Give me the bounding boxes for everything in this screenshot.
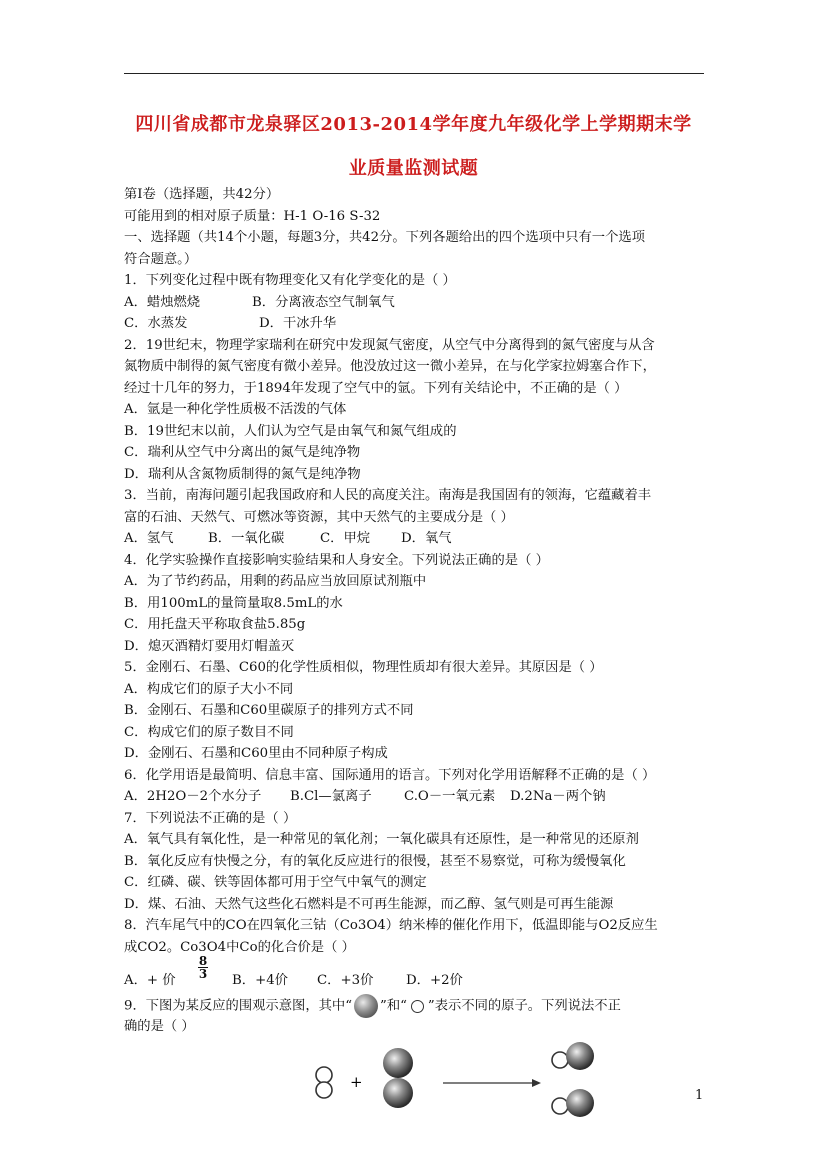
option-text: A．2H2O－2个水分子 xyxy=(124,789,262,804)
header-rule xyxy=(124,73,704,74)
text-line: C．瑞利从空气中分离出的氮气是纯净物 xyxy=(124,445,361,460)
text-line: 1．下列变化过程中既有物理变化又有化学变化的是（ ） xyxy=(124,273,456,288)
exam-body xyxy=(124,184,720,1037)
text-line: D．瑞利从含氮物质制得的氮气是纯净物 xyxy=(124,466,361,482)
option-text: A．氢气 xyxy=(124,531,174,546)
reactant-small-molecule xyxy=(316,1067,332,1098)
fraction-numerator: 8 xyxy=(198,954,208,968)
option-row xyxy=(124,313,720,335)
q8-option-a: A．+ 价 xyxy=(124,973,176,988)
q8-option-c: C．+3价 xyxy=(317,973,374,988)
option-row xyxy=(124,292,720,314)
page-number: 1 xyxy=(695,1088,704,1103)
large-atom-icon xyxy=(354,994,378,1018)
small-atom-icon xyxy=(411,1000,424,1013)
q8-option-b: B．+4价 xyxy=(232,973,288,988)
product-molecule-1 xyxy=(552,1042,594,1070)
page-title-line-2: 业质量监测试题 xyxy=(348,158,479,179)
q9-line-2: 确的是（ ） xyxy=(124,1018,195,1034)
option-text: D．氧气 xyxy=(401,531,452,546)
option-text: C．甲烷 xyxy=(320,531,371,546)
text-line: B．用100mL的量筒量取8.5mL的水 xyxy=(124,595,343,611)
text-line: D．熄灭酒精灯要用灯帽盖灭 xyxy=(124,638,295,654)
text-line: D．煤、石油、天然气这些化石燃料是不可再生能源，而乙醇、氢气则是可再生能源 xyxy=(124,896,614,912)
text-line: D．金刚石、石墨和C60里由不同种原子构成 xyxy=(124,746,388,761)
option-text: B．一氧化碳 xyxy=(208,531,285,546)
text-line: 8．汽车尾气中的CO在四氧化三钴（Co3O4）纳米棒的催化作用下，低温即能与O2反应生 xyxy=(124,918,658,933)
text-line: 一、选择题（共14个小题，每题3分，共42分。下列各题给出的四个选项中只有一个选项 xyxy=(124,230,645,245)
option-text: D.2Na－两个钠 xyxy=(510,789,606,804)
text-line: B．氧化反应有快慢之分，有的氧化反应进行的很慢，甚至不易察觉，可称为缓慢氧化 xyxy=(124,853,626,869)
text-line: A．构成它们的原子大小不同 xyxy=(124,681,294,697)
text-line: C．用托盘天平称取食盐5.85g xyxy=(124,617,306,632)
q8-options xyxy=(124,954,720,992)
option-text: C．水蒸发 xyxy=(124,316,188,331)
q9-text-b: ”和“ xyxy=(380,998,407,1014)
text-line: 成CO2。Co3O4中Co的化合价是（ ） xyxy=(124,939,355,955)
option-row xyxy=(124,786,720,808)
text-line: 可能用到的相对原子质量：H-1 O-16 S-32 xyxy=(124,208,381,224)
text-line: 6．化学用语是最简明、信息丰富、国际通用的语言。下列对化学用语解释不正确的是（ ） xyxy=(124,767,656,783)
text-line: B．19世纪末以前，人们认为空气是由氧气和氮气组成的 xyxy=(124,423,457,439)
text-line: 3．当前，南海问题引起我国政府和人民的高度关注。南海是我国固有的领海，它蕴藏着丰 xyxy=(124,488,652,503)
text-line: 2．19世纪末，物理学家瑞利在研究中发现氮气密度，从空气中分离得到的氮气密度与从含 xyxy=(124,337,655,353)
text-line: 第Ⅰ卷（选择题，共42分） xyxy=(124,187,280,202)
fraction xyxy=(198,955,208,980)
question-lines xyxy=(124,184,720,958)
text-line: 富的石油、天然气、可燃冰等资源，其中天然气的主要成分是（ ） xyxy=(124,509,514,525)
option-text: A．蜡烛燃烧 xyxy=(124,294,201,310)
reaction-diagram xyxy=(300,1040,620,1150)
text-line: A．氧气具有氧化性，是一种常见的氧化剂；一氧化碳具有还原性，是一种常见的还原剂 xyxy=(124,832,639,847)
text-line: 经过十几年的努力，于1894年发现了空气中的氩。下列有关结论中，不正确的是（ ） xyxy=(124,380,628,396)
reactant-large-molecule xyxy=(383,1048,413,1108)
option-row xyxy=(124,528,720,550)
text-line: C．红磷、碳、铁等固体都可用于空气中氧气的测定 xyxy=(124,875,427,890)
text-line: A．氩是一种化学性质极不活泼的气体 xyxy=(124,402,347,417)
text-line: 7．下列说法不正确的是（ ） xyxy=(124,810,297,826)
q9-line-1 xyxy=(124,994,720,1016)
text-line: A．为了节约药品，用剩的药品应当放回原试剂瓶中 xyxy=(124,574,427,589)
q8-option-d: D．+2价 xyxy=(406,973,463,988)
text-line: C．构成它们的原子数目不同 xyxy=(124,724,294,740)
plus-sign: + xyxy=(350,1073,363,1091)
text-line: 符合题意。） xyxy=(124,251,198,267)
text-line: 5．金刚石、石墨、C60的化学性质相似，物理性质却有很大差异。其原因是（ ） xyxy=(124,660,603,675)
option-text: B.Cl—氯离子 xyxy=(290,789,372,804)
option-text: D．干冰升华 xyxy=(259,316,337,331)
option-text: C.O－一氧元素 xyxy=(404,789,496,804)
reaction-arrow xyxy=(443,1079,541,1087)
fraction-denominator: 3 xyxy=(198,967,208,981)
q9-text-a: 9．下图为某反应的围观示意图，其中“ xyxy=(124,998,353,1014)
page-title-line-1: 四川省成都市龙泉驿区2013-2014学年度九年级化学上学期期末学 xyxy=(135,114,692,135)
text-line: 4．化学实验操作直接影响实验结果和人身安全。下列说法正确的是（ ） xyxy=(124,552,549,568)
product-molecule-2 xyxy=(552,1089,594,1117)
text-line: 氮物质中制得的氮气密度有微小差异。他没放过这一微小差异，在与化学家拉姆塞合作下， xyxy=(124,359,656,374)
q9-text-c: ”表示不同的原子。下列说法不正 xyxy=(427,998,621,1014)
text-line: B．金刚石、石墨和C60里碳原子的排列方式不同 xyxy=(124,703,414,718)
option-text: B．分离液态空气制氧气 xyxy=(252,294,395,310)
